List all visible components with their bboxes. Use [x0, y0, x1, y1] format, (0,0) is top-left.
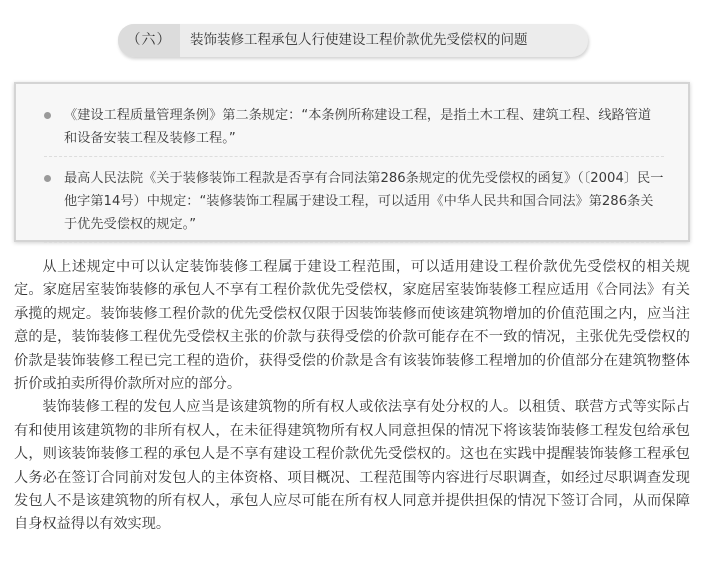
- quote-item: [44, 167, 664, 243]
- paragraph: 装饰装修工程的发包人应当是该建筑物的所有权人或依法享有处分权的人。以租赁、联营方式等实际占有和使用该建筑物的非所有权人，在未征得建筑物所有权人同意担保的情况下将该装饰装修工程发包给承包人，则该装饰装修工程的承包人是不享有建设工程价款优先受偿权的。这也在实践中提醒装饰装修工程承包人务必在签订合同前对发包人的主体资格、项目概况、工程范围等内容进行尽职调查，如经过尽职调查发现发包人不是该建筑物的所有权人，承包人应尽可能在所有权人同意并提供担保的情况下签订合同，从而保障自身权益得以有效实现。: [14, 399, 690, 533]
- quote-item: [44, 104, 664, 157]
- bullet-icon: [44, 112, 51, 119]
- article-body: [14, 256, 690, 537]
- bullet-icon: [44, 175, 51, 182]
- section-header: [118, 24, 588, 57]
- quote-text: 《建设工程质量管理条例》第二条规定：“本条例所称建设工程，是指土木工程、建筑工程、线路管道和设备安装工程及装修工程。”: [64, 108, 652, 146]
- quote-box: [14, 82, 690, 242]
- section-number: （六）: [118, 24, 180, 57]
- quote-text: 最高人民法院《关于装修装饰工程款是否享有合同法第286条规定的优先受偿权的函复》（〔2004〕民一他字第14号）中规定：“装修装饰工程属于建设工程，可以适用《中华人民共和国合同法》第286条关于优先受偿权的规定。”: [64, 171, 664, 232]
- section-title: 装饰装修工程承包人行使建设工程价款优先受偿权的问题: [190, 32, 528, 48]
- paragraph: 从上述规定中可以认定装饰装修工程属于建设工程范围，可以适用建设工程价款优先受偿权的相关规定。家庭居室装饰装修的承包人不享有工程价款优先受偿权，家庭居室装饰装修工程应适用《合同法》有关承揽的规定。装饰装修工程价款的优先受偿权仅限于因装饰装修而使该建筑物增加的价值范围之内，应当注意的是，装饰装修工程优先受偿权主张的价款与获得受偿的价款可能存在不一致的情况，主张优先受偿权的价款是装饰装修工程已完工程的造价，获得受偿的价款是含有该装饰装修工程增加的价值部分在建筑物整体折价或拍卖所得价款所对应的部分。: [14, 259, 690, 393]
